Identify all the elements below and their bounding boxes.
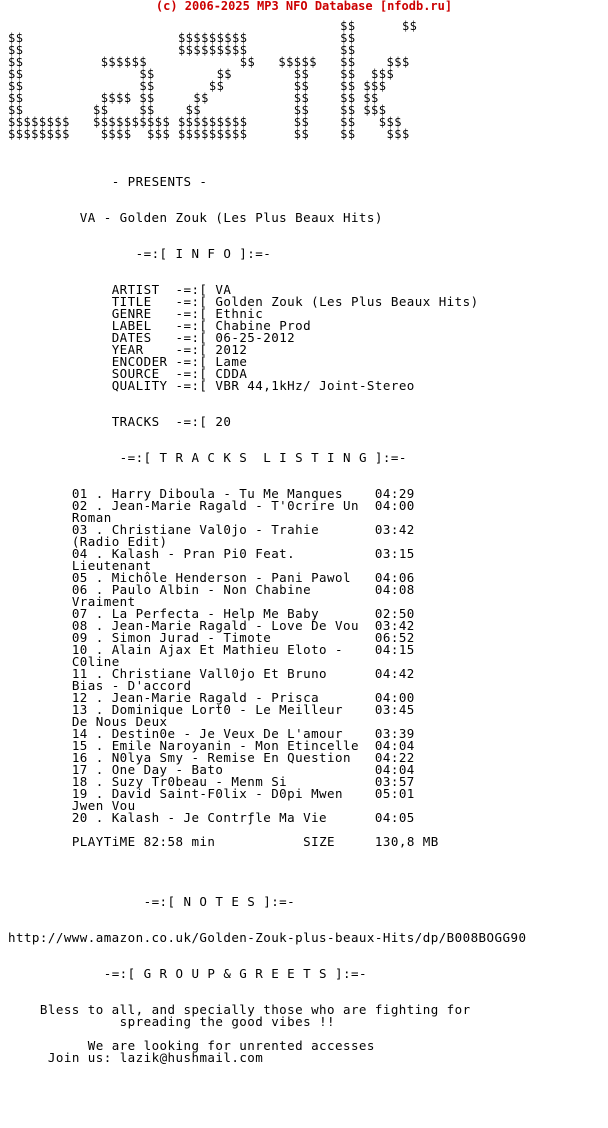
track-time: 04:04	[374, 738, 415, 753]
track-line: 19 . David Saint-F0lix - D0pi Mwen	[71, 786, 375, 801]
info-value-genre: Ethnic	[215, 306, 264, 321]
release-title: VA - Golden Zouk (Les Plus Beaux Hits)	[79, 210, 383, 225]
info-label-genre: GENRE	[111, 306, 176, 321]
info-label-title: TITLE	[111, 294, 176, 309]
info-separator: -=:[	[175, 366, 216, 381]
track-time: 04:42	[374, 666, 415, 681]
track-cont: Roman	[71, 510, 112, 525]
track-time: 03:42	[374, 522, 415, 537]
join-label: Join us:	[47, 1050, 112, 1065]
track-line: 18 . Suzy Tr0beau - Menm Si	[71, 774, 375, 789]
track-time: 04:22	[374, 750, 415, 765]
track-time: 03:57	[374, 774, 415, 789]
ascii-line: $$ $$ $$ $$ $$ $$ $$$	[8, 103, 387, 117]
track-line: 14 . Destin0e - Je Veux De L'amour	[71, 726, 375, 741]
track-time: 04:00	[374, 690, 415, 705]
track-time: 03:15	[374, 546, 415, 561]
ascii-line: $$$$$$$$ $$$$ $$$ $$$$$$$$$ $$ $$ $$$	[8, 127, 410, 141]
track-cont: (Radio Edit)	[71, 534, 168, 549]
track-line: 17 . One Day - Bato	[71, 762, 375, 777]
ascii-line: $$ $$ $$ $$ $$ $$$	[8, 67, 395, 81]
track-cont: Lieutenant	[71, 558, 152, 573]
info-label-encoder: ENCODER	[111, 354, 176, 369]
ascii-line: $$$$$$$$ $$$$$$$$$$ $$$$$$$$$ $$ $$ $$$	[8, 115, 402, 129]
join-email: lazik@hushmail.com	[119, 1050, 264, 1065]
track-line: 20 . Kalash - Je Contrƒle Ma Vie	[71, 810, 375, 825]
track-cont: De Nous Deux	[71, 714, 168, 729]
track-line: 07 . La Perfecta - Help Me Baby	[71, 606, 375, 621]
ascii-line: $$ $$$$$$$$$ $$	[8, 43, 356, 57]
tracks-count-value: 20	[215, 414, 232, 429]
greets-line-3: We are looking for unrented accesses	[87, 1038, 375, 1053]
site-header	[0, 0, 608, 14]
ascii-line: $$ $$$$$$ $$ $$$$$ $$ $$$	[8, 55, 410, 69]
info-separator: -=:[	[175, 378, 216, 393]
info-value-title: Golden Zouk (Les Plus Beaux Hits)	[215, 294, 479, 309]
track-time: 04:15	[374, 642, 415, 657]
ascii-line: $$ $$	[8, 19, 418, 33]
playtime-value: 82:58 min	[143, 834, 216, 849]
info-separator: -=:[	[175, 282, 216, 297]
info-value-quality: VBR 44,1kHz/ Joint-Stereo	[215, 378, 415, 393]
info-label-dates: DATES	[111, 330, 176, 345]
info-label-artist: ARTIST	[111, 282, 176, 297]
info-value-year: 2012	[215, 342, 248, 357]
track-line: 12 . Jean-Marie Ragald - Prisca	[71, 690, 375, 705]
greets-line-2: spreading the good vibes !!	[119, 1014, 336, 1029]
info-separator: -=:[	[175, 318, 216, 333]
ascii-line: $$ $$ $$ $$ $$ $$$	[8, 79, 387, 93]
track-line: 05 . Michôle Henderson - Pani Pawol	[71, 570, 375, 585]
track-line: 10 . Alain Ajax Et Mathieu Eloto -	[71, 642, 375, 657]
track-line: 09 . Simon Jurad - Timote	[71, 630, 375, 645]
info-label-year: YEAR	[111, 342, 176, 357]
track-time: 04:00	[374, 498, 415, 513]
notes-url: http://www.amazon.co.uk/Golden-Zouk-plus-beaux-Hits/dp/B008BOGG90	[8, 930, 527, 945]
info-value-encoder: Lame	[215, 354, 248, 369]
header-suffix: ]	[444, 0, 453, 13]
notes-heading: -=:[ N O T E S ]:=-	[143, 894, 296, 909]
info-separator: -=:[	[175, 414, 216, 429]
track-time: 05:01	[374, 786, 415, 801]
info-label-quality: QUALITY	[111, 378, 176, 393]
track-line: 08 . Jean-Marie Ragald - Love De Vou	[71, 618, 375, 633]
greets-heading: -=:[ G R O U P & G R E E T S ]:=-	[103, 966, 367, 981]
info-separator: -=:[	[175, 342, 216, 357]
track-cont: Bias - D'accord	[71, 678, 192, 693]
track-time: 03:39	[374, 726, 415, 741]
track-time: 03:45	[374, 702, 415, 717]
info-value-artist: VA	[215, 282, 232, 297]
info-separator: -=:[	[175, 354, 216, 369]
greets-line-1: Bless to all, and specially those who are fighting for	[39, 1002, 471, 1017]
track-time: 03:42	[374, 618, 415, 633]
track-time: 04:29	[374, 486, 415, 501]
info-value-dates: 06-25-2012	[215, 330, 296, 345]
presents-text: - PRESENTS -	[111, 174, 208, 189]
playtime-label: PLAYTiME	[71, 834, 136, 849]
size-label: SIZE	[303, 834, 336, 849]
size-value: 130,8 MB	[374, 834, 439, 849]
track-time: 06:52	[374, 630, 415, 645]
info-separator: -=:[	[175, 330, 216, 345]
nfodb-link[interactable]: nfodb.ru	[387, 0, 445, 13]
info-separator: -=:[	[175, 294, 216, 309]
info-separator: -=:[	[175, 306, 216, 321]
nfo-text	[8, 20, 526, 1064]
track-cont: C0line	[71, 654, 120, 669]
track-line: 13 . Dominique Lort0 - Le Meilleur	[71, 702, 375, 717]
track-cont: Jwen Vou	[71, 798, 136, 813]
track-time: 04:05	[374, 810, 415, 825]
track-time: 04:08	[374, 582, 415, 597]
info-heading: -=:[ I N F O ]:=-	[135, 246, 272, 261]
track-time: 04:04	[374, 762, 415, 777]
info-label-label: LABEL	[111, 318, 176, 333]
track-line: 03 . Christiane Val0jo - Trahie	[71, 522, 375, 537]
info-value-source: CDDA	[215, 366, 248, 381]
track-line: 06 . Paulo Albin - Non Chabine	[71, 582, 375, 597]
track-line: 04 . Kalash - Pran Pi0 Feat.	[71, 546, 375, 561]
info-value-label: Chabine Prod	[215, 318, 312, 333]
track-line: 11 . Christiane Vall0jo Et Bruno	[71, 666, 375, 681]
track-line: 16 . N0lya Smy - Remise En Question	[71, 750, 375, 765]
ascii-logo	[8, 20, 526, 140]
track-time: 02:50	[374, 606, 415, 621]
tracks-count-label: TRACKS	[111, 414, 176, 429]
info-label-source: SOURCE	[111, 366, 176, 381]
ascii-line: $$ $$$$$$$$$ $$	[8, 31, 356, 45]
track-line: 02 . Jean-Marie Ragald - T'0crire Un	[71, 498, 375, 513]
header-prefix: (c) 2006-2025 MP3 NFO Database [	[155, 0, 388, 13]
track-line: 01 . Harry Diboula - Tu Me Manques	[71, 486, 375, 501]
track-time: 04:06	[374, 570, 415, 585]
tracks-heading: -=:[ T R A C K S L I S T I N G ]:=-	[119, 450, 407, 465]
track-line: 15 . Emile Naroyanin - Mon Etincelle	[71, 738, 375, 753]
ascii-line: $$ $$$$ $$ $$ $$ $$ $$	[8, 91, 379, 105]
track-cont: Vraiment	[71, 594, 136, 609]
